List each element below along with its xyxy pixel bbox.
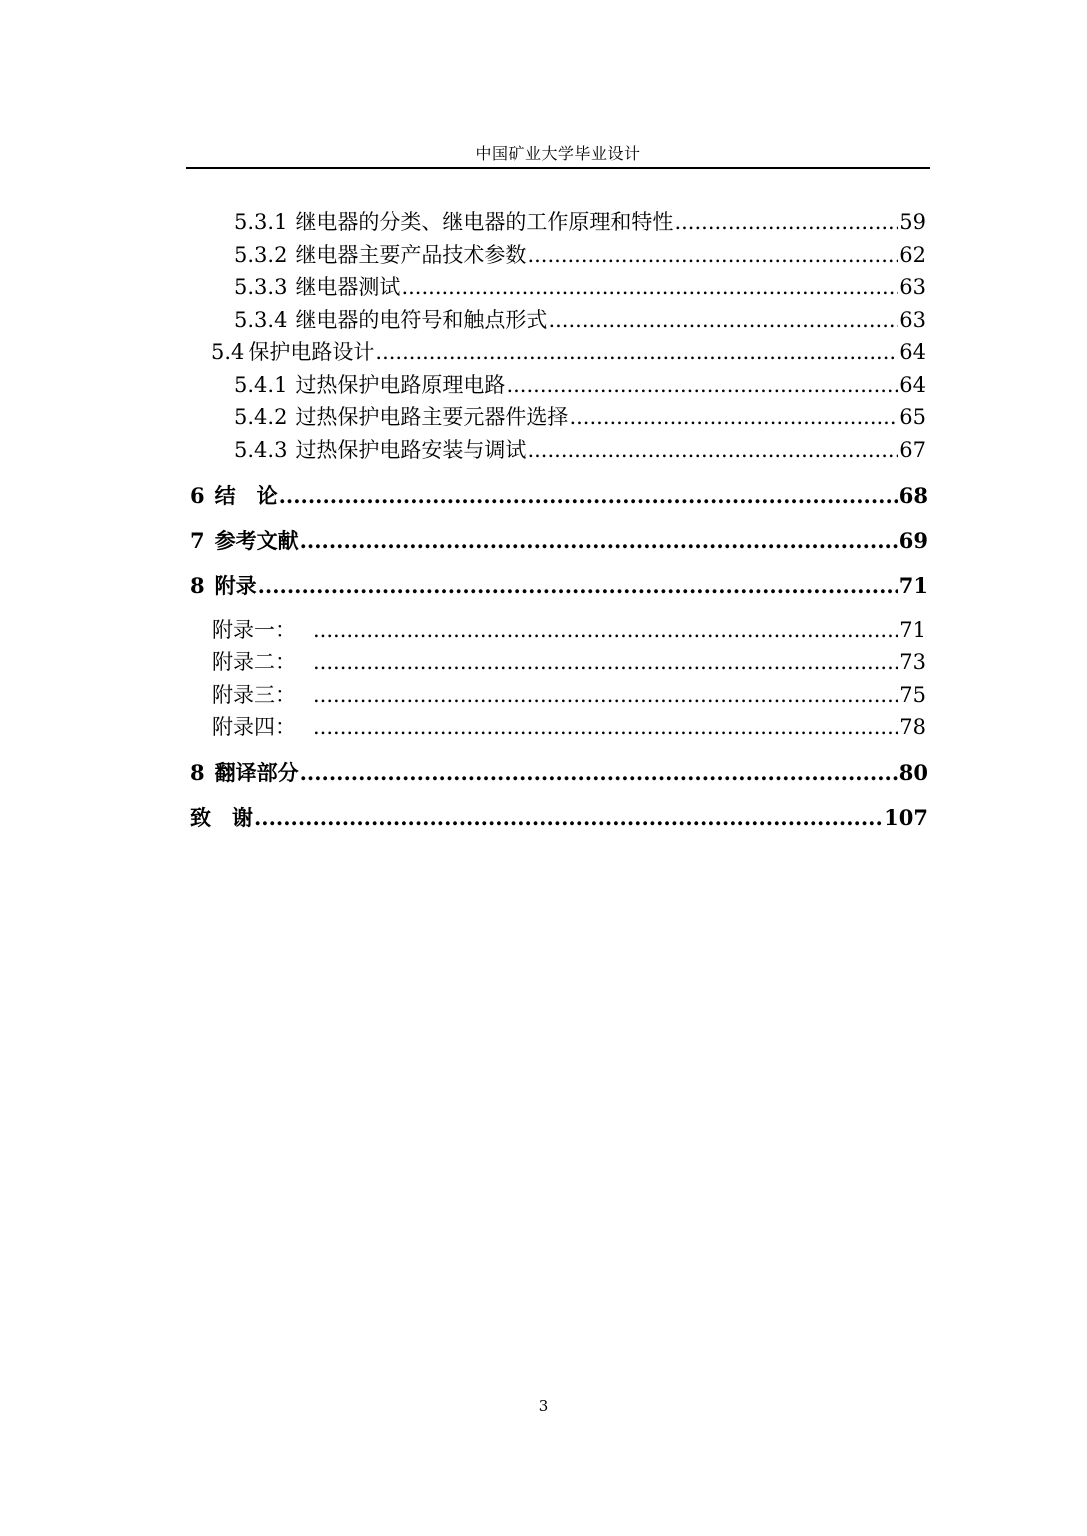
toc-dot-leader	[258, 570, 898, 602]
toc-number: 8	[190, 573, 205, 598]
toc-dot-leader	[527, 435, 898, 465]
toc-number: 5.3.3	[234, 275, 288, 299]
toc-dot-leader	[527, 240, 898, 270]
toc-page-number: 107	[884, 805, 928, 830]
toc-page-number: 71	[898, 573, 928, 598]
toc-entry-5-3-1[interactable]	[234, 207, 926, 237]
toc-label	[234, 402, 569, 432]
toc-dot-leader	[375, 337, 898, 367]
toc-entry-8-translation[interactable]	[190, 757, 928, 789]
toc-title: 继电器主要产品技术参数	[295, 243, 527, 267]
toc-entry-5-4-3[interactable]	[234, 435, 926, 465]
toc-title: 保护电路设计	[248, 340, 375, 364]
toc-page-number: 63	[899, 275, 926, 299]
toc-number: 6	[190, 483, 205, 508]
toc-title: 过热保护电路原理电路	[295, 373, 506, 397]
toc-dot-leader	[548, 305, 898, 335]
toc-entry-appendix-1[interactable]	[212, 615, 926, 645]
toc-title: 参考文献	[214, 528, 299, 553]
toc-label	[234, 272, 401, 302]
toc-title: 附录	[214, 573, 257, 598]
toc-dot-leader	[300, 757, 898, 789]
toc-entry-5-4-1[interactable]	[234, 370, 926, 400]
toc-dot-leader	[313, 647, 898, 677]
toc-label	[234, 435, 527, 465]
toc-title: 翻译部分	[214, 760, 299, 785]
toc-title: 附录二：	[212, 650, 296, 674]
toc-title: 附录一：	[212, 618, 296, 642]
toc-title: 结 论	[214, 483, 278, 508]
toc-label	[234, 370, 506, 400]
toc-dot-leader	[569, 402, 898, 432]
toc-page-number: 80	[898, 760, 928, 785]
toc-dot-leader	[313, 615, 898, 645]
toc-page-number: 68	[898, 483, 928, 508]
toc-entry-7-references[interactable]	[190, 525, 928, 557]
toc-dot-leader	[506, 370, 898, 400]
toc-number: 8	[190, 760, 205, 785]
page-number: 3	[538, 1397, 549, 1415]
toc-dot-leader	[674, 207, 898, 237]
toc-entry-appendix-2[interactable]	[212, 647, 926, 677]
toc-entry-5-3-3[interactable]	[234, 272, 926, 302]
toc-entry-appendix-3[interactable]	[212, 680, 926, 710]
toc-number: 5.3.2	[234, 243, 288, 267]
toc-page-number: 59	[899, 210, 926, 234]
toc-dot-leader	[313, 712, 898, 742]
header-rule	[186, 167, 930, 169]
toc-entry-acknowledgements[interactable]	[190, 802, 928, 834]
toc-dot-leader	[313, 680, 898, 710]
toc-number: 7	[190, 528, 205, 553]
toc-label	[234, 240, 527, 270]
toc-entry-5-3-4[interactable]	[234, 305, 926, 335]
toc-page-number: 67	[899, 438, 926, 462]
toc-entry-5-3-2[interactable]	[234, 240, 926, 270]
toc-page-number: 63	[899, 308, 926, 332]
toc-title: 继电器的分类、继电器的工作原理和特性	[295, 210, 674, 234]
toc-page-number: 65	[899, 405, 926, 429]
toc-page-number: 75	[899, 683, 926, 707]
toc-entry-8-appendix[interactable]	[190, 570, 928, 602]
toc-page-number: 71	[899, 618, 926, 642]
toc-title: 过热保护电路主要元器件选择	[295, 405, 569, 429]
toc-number: 5.4.3	[234, 438, 288, 462]
toc-label	[190, 570, 258, 602]
toc-title: 继电器的电符号和触点形式	[295, 308, 548, 332]
toc-label	[234, 305, 548, 335]
toc-dot-leader	[254, 802, 883, 834]
toc-number: 5.4.1	[234, 373, 288, 397]
toc-page-number: 64	[899, 340, 926, 364]
toc-entry-5-4-2[interactable]	[234, 402, 926, 432]
toc-number: 5.3.1	[234, 210, 288, 234]
toc-page-number: 78	[899, 715, 926, 739]
toc-dot-leader	[279, 480, 898, 512]
toc-title: 继电器测试	[295, 275, 401, 299]
toc-label	[190, 525, 300, 557]
toc-label	[234, 207, 674, 237]
running-header: 中国矿业大学毕业设计	[475, 144, 641, 163]
toc-label	[190, 757, 300, 789]
toc-page-number: 64	[899, 373, 926, 397]
toc-label	[211, 337, 375, 367]
toc-page-number: 62	[899, 243, 926, 267]
toc-dot-leader	[401, 272, 898, 302]
toc-title: 附录三：	[212, 683, 296, 707]
toc-title: 致 谢	[190, 805, 253, 830]
toc-number: 5.4	[211, 340, 245, 364]
toc-entry-appendix-4[interactable]	[212, 712, 926, 742]
toc-page-number: 69	[898, 528, 928, 553]
toc-dot-leader	[300, 525, 898, 557]
toc-entry-6-conclusion[interactable]	[190, 480, 928, 512]
toc-label	[190, 480, 279, 512]
toc-title: 附录四：	[212, 715, 296, 739]
toc-page-number: 73	[899, 650, 926, 674]
toc-number: 5.3.4	[234, 308, 288, 332]
toc-title: 过热保护电路安装与调试	[295, 438, 527, 462]
toc-entry-5-4[interactable]	[211, 337, 926, 367]
toc-number: 5.4.2	[234, 405, 288, 429]
